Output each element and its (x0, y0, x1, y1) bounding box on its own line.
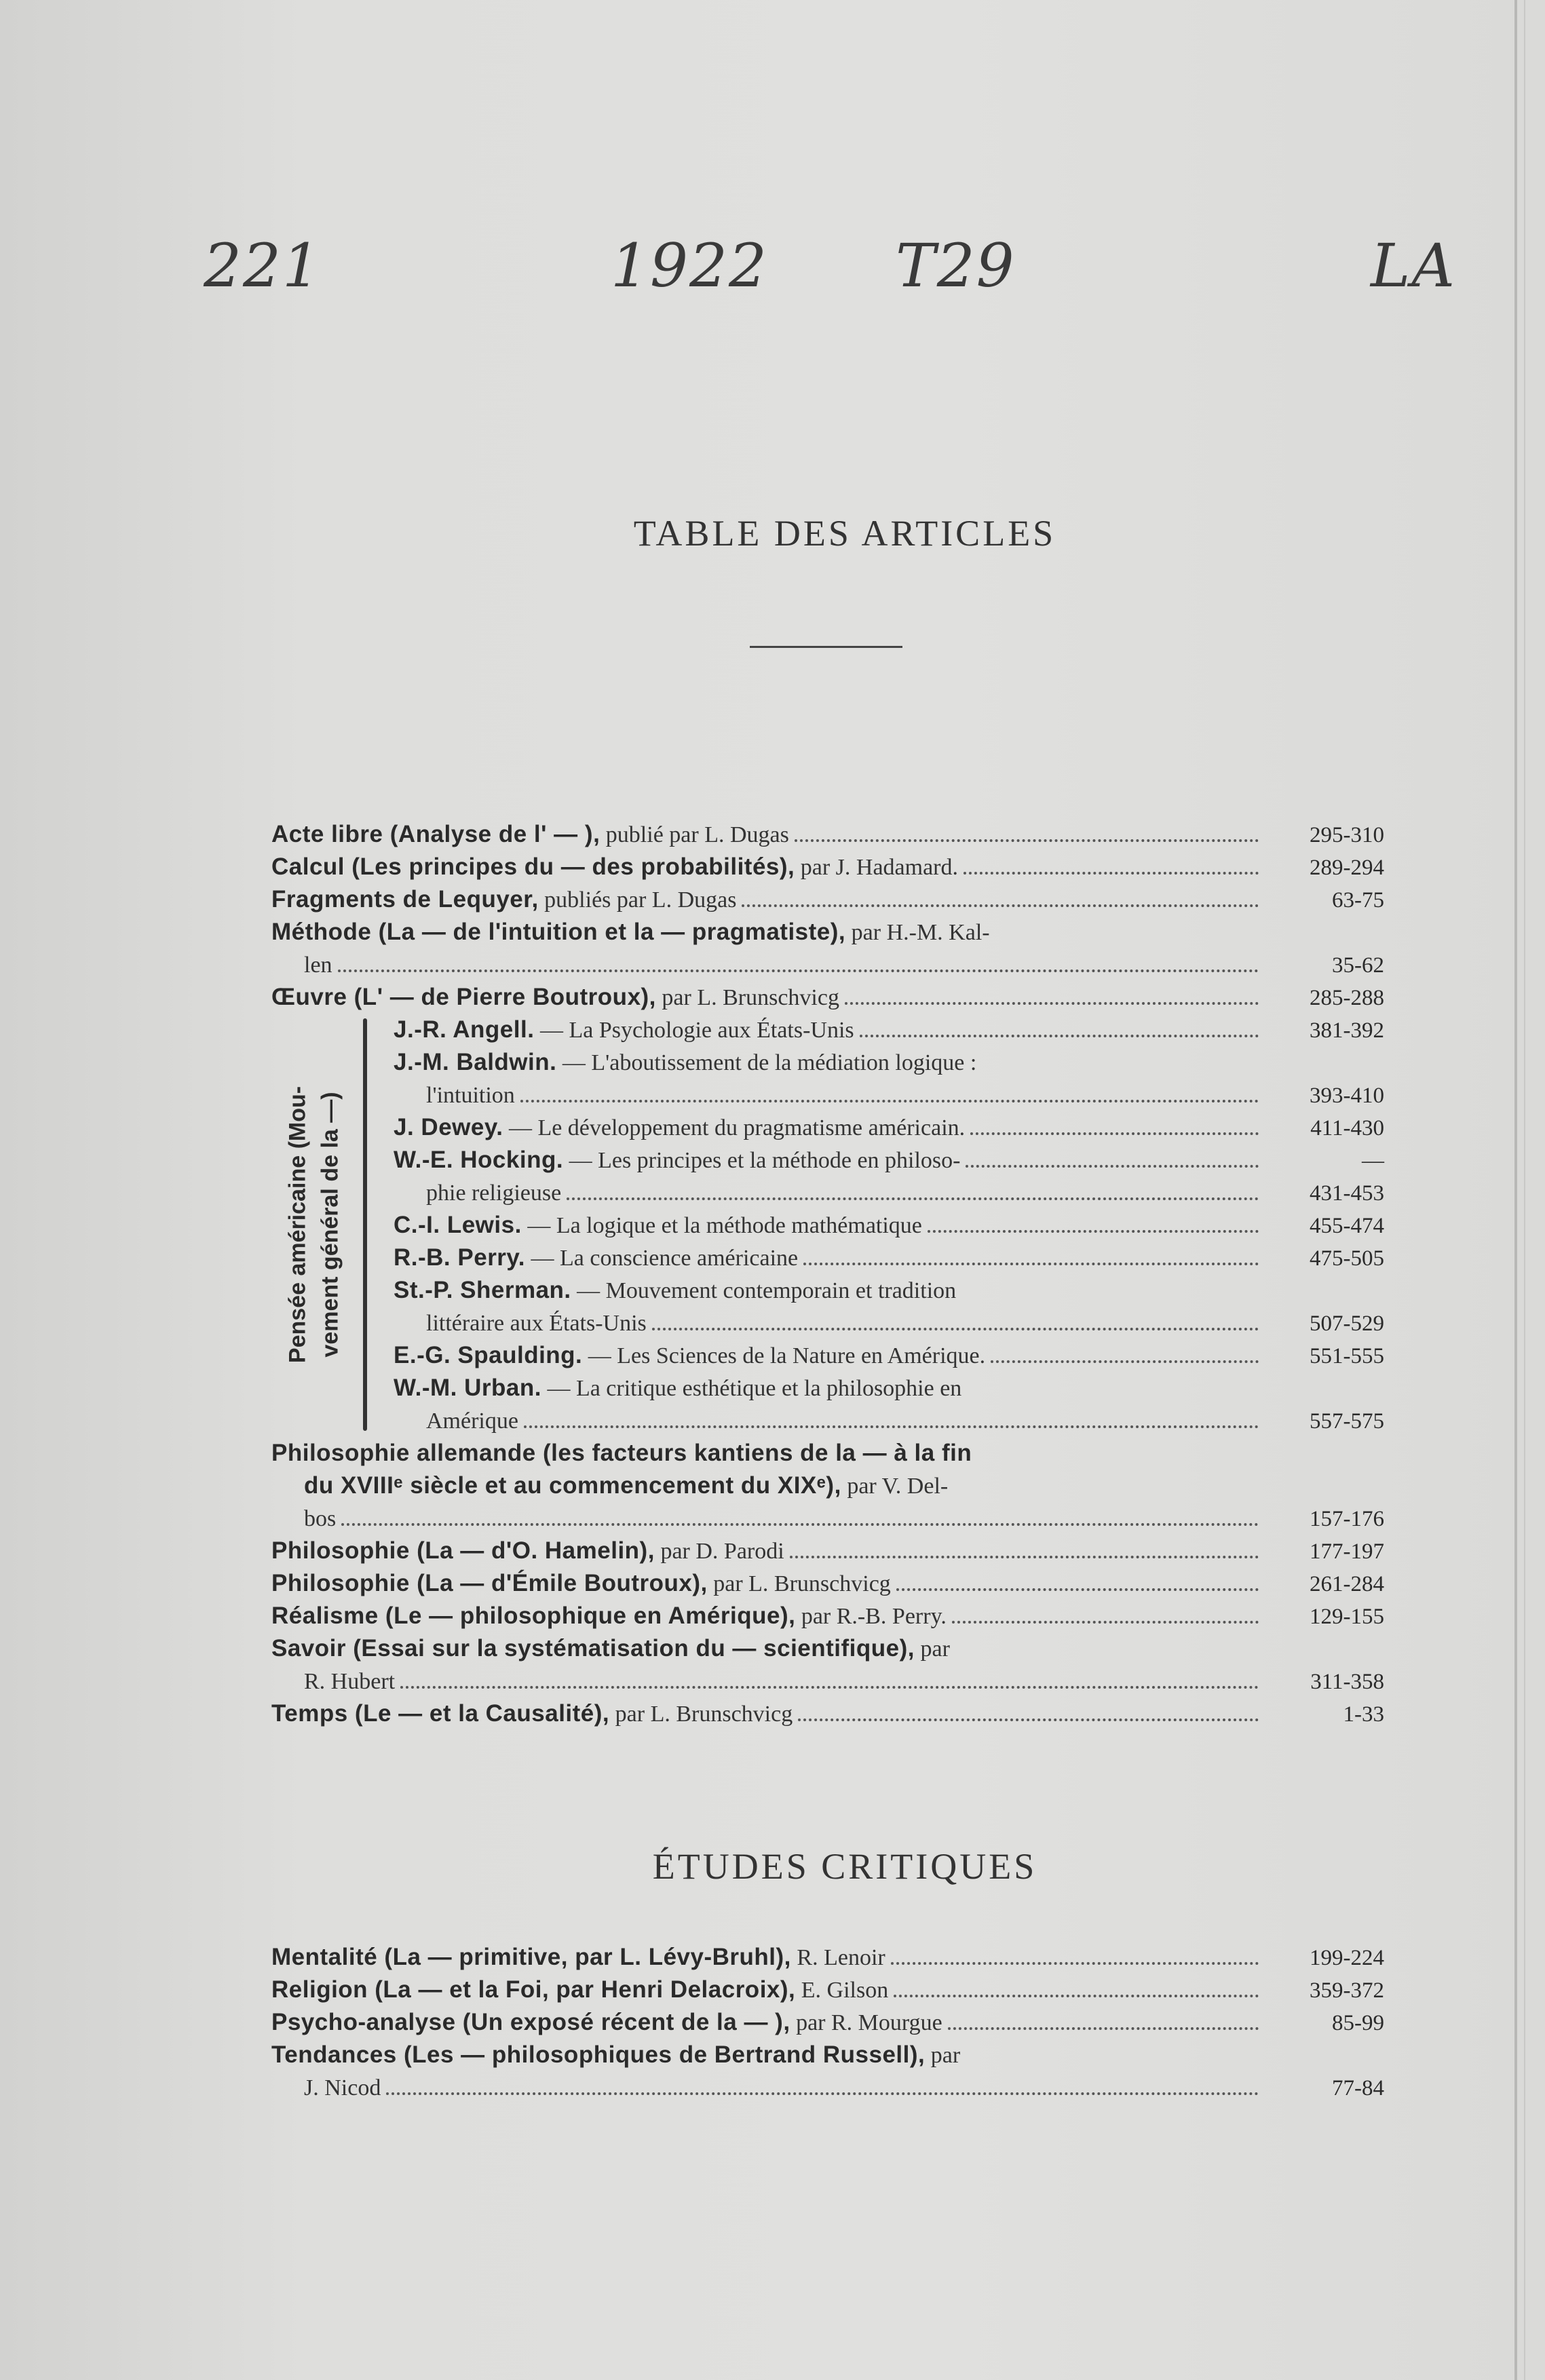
toc-entry (271, 1469, 1384, 1501)
entry-continuation: littéraire aux États-Unis (426, 1311, 647, 1336)
entry-text (271, 1567, 891, 1600)
dot-leader (928, 1230, 1259, 1233)
page-range: 157-176 (1310, 1507, 1384, 1531)
entry-author: — La conscience américaine (525, 1246, 799, 1271)
toc-entry (271, 1697, 1384, 1729)
entry-text (271, 2005, 942, 2039)
entry-subject: Philosophie (La — d'Émile Boutroux), (271, 1570, 708, 1596)
page-range: 177-197 (1310, 1539, 1384, 1564)
entry-subject: Méthode (La — de l'intuition et la — pragmatiste), (271, 919, 846, 945)
page-edge-inner (1524, 0, 1525, 2380)
articles-list-part (271, 818, 1384, 1013)
entry-text (394, 1078, 515, 1112)
toc-entry (394, 1078, 1384, 1111)
toc-entry (271, 1973, 1384, 2005)
page-range: 285-288 (1310, 986, 1384, 1010)
toc-entry (394, 1273, 1384, 1306)
page-range: 551-555 (1310, 1344, 1384, 1368)
entry-author: — Mouvement contemporain et tradition (571, 1278, 957, 1303)
group-rows (394, 1013, 1384, 1436)
entry-text (271, 1436, 972, 1470)
entry-subject: J. Dewey. (394, 1114, 503, 1140)
entry-text (271, 980, 839, 1014)
page-range: 431-453 (1310, 1181, 1384, 1206)
toc-entry (271, 1664, 1384, 1697)
toc-entry (271, 883, 1384, 915)
entry-text (271, 1632, 950, 1666)
page-range: 289-294 (1310, 856, 1384, 880)
entry-author: — La Psychologie aux États-Unis (534, 1018, 854, 1043)
page-range: 507-529 (1310, 1311, 1384, 1336)
toc-entry (271, 915, 1384, 948)
dot-leader (798, 1719, 1259, 1721)
entry-subject: R.-B. Perry. (394, 1244, 526, 1271)
entry-continuation: l'intuition (426, 1083, 515, 1108)
dot-leader (341, 1523, 1259, 1526)
page-range: — (1362, 1149, 1384, 1173)
entry-subject: Mentalité (La — primitive, par L. Lévy-Bruhl), (271, 1944, 791, 1970)
entry-author: par L. Brunschvicg (707, 1571, 891, 1596)
entry-author: R. Lenoir (790, 1945, 885, 1970)
entry-text (271, 1664, 395, 1698)
entry-author: publiés par L. Dugas (538, 887, 737, 913)
handwritten-note: LA (1371, 231, 1456, 301)
page-range: 85-99 (1332, 2011, 1384, 2035)
dot-leader (894, 1995, 1259, 1997)
entry-author: — La logique et la méthode mathématique (521, 1213, 922, 1238)
handwritten-note: 221 (204, 231, 322, 301)
page-title: TABLE DES ARTICLES (633, 513, 1056, 554)
dot-leader (790, 1556, 1259, 1558)
entry-text (271, 850, 958, 884)
entry-text (394, 1339, 985, 1373)
toc-entry (271, 818, 1384, 850)
dot-leader (524, 1425, 1259, 1428)
dot-leader (386, 2092, 1259, 2095)
entry-author: — Les Sciences de la Nature en Amérique. (582, 1343, 986, 1368)
entry-text (394, 1013, 854, 1047)
entry-author: — Les principes et la méthode en philoso- (563, 1148, 961, 1173)
entry-author: E. Gilson (795, 1978, 889, 2003)
entry-subject: W.-M. Urban. (394, 1375, 541, 1401)
page-range: 261-284 (1310, 1572, 1384, 1596)
entry-text (394, 1176, 561, 1210)
entry-text (271, 1973, 888, 2007)
page-range: 475-505 (1310, 1246, 1384, 1271)
dot-leader (795, 839, 1259, 842)
entry-continuation: phie religieuse (426, 1181, 562, 1206)
page-range: 77-84 (1332, 2076, 1384, 2100)
brace (363, 1018, 367, 1431)
toc-entry (394, 1241, 1384, 1273)
page-range: 1-33 (1343, 1702, 1384, 1727)
dot-leader (948, 2027, 1259, 2030)
page-range: 199-224 (1310, 1946, 1384, 1970)
entry-text (271, 915, 990, 949)
entry-text (394, 1111, 965, 1145)
entry-continuation: R. Hubert (304, 1669, 396, 1694)
toc-entry (271, 1436, 1384, 1469)
entry-author: par R.-B. Perry. (795, 1604, 947, 1629)
entry-continuation: bos (304, 1506, 337, 1531)
entry-text (394, 1045, 976, 1079)
articles-list (271, 818, 1384, 1729)
page-range: 393-410 (1310, 1083, 1384, 1108)
entry-subject: Tendances (Les — philosophiques de Bertrand Russell), (271, 2041, 926, 2068)
entry-subject: E.-G. Spaulding. (394, 1342, 583, 1368)
toc-entry (271, 2005, 1384, 2038)
entry-author: par H.-M. Kal- (845, 920, 990, 945)
entry-text (271, 2038, 960, 2072)
entry-author: par L. Brunschvicg (655, 985, 839, 1010)
page-range: 311-358 (1310, 1670, 1384, 1694)
entry-subject: J.-R. Angell. (394, 1016, 535, 1043)
group-label-line: vement général de la —) (317, 1092, 343, 1358)
dot-leader (567, 1197, 1259, 1200)
entry-subject: St.-P. Sherman. (394, 1277, 571, 1303)
entry-text (394, 1371, 961, 1405)
page-range: 455-474 (1310, 1214, 1384, 1238)
page-range: 411-430 (1310, 1116, 1384, 1140)
toc-entry (394, 1208, 1384, 1241)
entry-continuation: Amérique (426, 1408, 518, 1434)
entry-subject: Religion (La — et la Foi, par Henri Delacroix), (271, 1976, 796, 2003)
toc-entry (271, 1567, 1384, 1599)
toc-entry (394, 1339, 1384, 1371)
dot-leader (966, 1165, 1259, 1168)
section-title: ÉTUDES CRITIQUES (652, 1846, 1037, 1887)
page-range: 381-392 (1310, 1018, 1384, 1043)
entry-text (394, 1208, 922, 1242)
entry-author: par R. Mourgue (790, 2010, 942, 2035)
dot-leader (860, 1035, 1259, 1037)
page-range: 35-62 (1332, 953, 1384, 978)
entry-author: par L. Brunschvicg (609, 1702, 793, 1727)
toc-entry (394, 1045, 1384, 1078)
toc-entry (271, 980, 1384, 1013)
entry-subject: Réalisme (Le — philosophique en Amérique), (271, 1602, 796, 1629)
dot-leader (970, 1132, 1259, 1135)
toc-entry (394, 1176, 1384, 1208)
toc-entry (271, 2038, 1384, 2071)
entry-subject: du XVIIIᵉ siècle et au commencement du XIXᵉ), (304, 1472, 841, 1499)
dot-leader (991, 1360, 1259, 1363)
entry-author: par V. Del- (841, 1474, 949, 1499)
handwritten-note: T29 (896, 231, 1016, 301)
entry-subject: Philosophie allemande (les facteurs kantiens de la — à la fin (271, 1440, 972, 1466)
entry-subject: Psycho-analyse (Un exposé récent de la — ), (271, 2009, 790, 2035)
entry-author: par (925, 2043, 961, 2068)
dot-leader (652, 1328, 1259, 1330)
page-range: 129-155 (1310, 1605, 1384, 1629)
entry-text (271, 1534, 784, 1568)
etudes-rows (271, 1940, 1384, 2103)
entry-text (271, 1501, 336, 1535)
entry-subject: Savoir (Essai sur la systématisation du — scientifique), (271, 1635, 915, 1662)
entry-subject: Temps (Le — et la Causalité), (271, 1700, 610, 1727)
entry-text (271, 1697, 793, 1731)
entry-author: par (915, 1636, 950, 1662)
toc-entry (271, 1534, 1384, 1567)
entry-text (271, 948, 332, 982)
dot-leader (742, 904, 1259, 907)
etudes-list (271, 1940, 1384, 2103)
group-pensee-americaine (271, 1013, 1384, 1436)
page-range: 557-575 (1310, 1409, 1384, 1434)
entry-subject: Philosophie (La — d'O. Hamelin), (271, 1537, 655, 1564)
entry-text (394, 1241, 798, 1275)
group-label-line: Pensée américaine (Mou- (284, 1086, 311, 1364)
toc-entry (271, 948, 1384, 980)
page-edge (1514, 0, 1517, 2380)
entry-text (271, 818, 789, 851)
entry-text (271, 1599, 947, 1633)
entry-text (271, 1940, 885, 1974)
toc-entry (394, 1404, 1384, 1436)
entry-author: publié par L. Dugas (600, 822, 789, 847)
entry-author: — L'aboutissement de la médiation logique : (556, 1050, 977, 1075)
entry-subject: J.-M. Baldwin. (394, 1049, 557, 1075)
toc-entry (271, 1501, 1384, 1534)
toc-entry (394, 1013, 1384, 1045)
toc-entry (271, 850, 1384, 883)
toc-entry (394, 1306, 1384, 1339)
entry-author: — Le développement du pragmatisme américain. (503, 1115, 966, 1140)
entry-text (394, 1273, 956, 1307)
handwritten-note: 1922 (611, 231, 768, 301)
entry-text (271, 883, 736, 917)
entry-continuation: J. Nicod (304, 2075, 381, 2100)
entry-author: — La critique esthétique et la philosophie en (541, 1376, 962, 1401)
page-range: 295-310 (1310, 823, 1384, 847)
toc-entry (394, 1371, 1384, 1404)
toc-entry (394, 1111, 1384, 1143)
entry-subject: Fragments de Lequyer, (271, 886, 539, 913)
entry-continuation: len (304, 953, 332, 978)
dot-leader (803, 1263, 1259, 1265)
toc-entry (271, 1940, 1384, 1973)
entry-text (271, 2071, 381, 2105)
entry-text (271, 1469, 948, 1503)
entry-subject: W.-E. Hocking. (394, 1147, 564, 1173)
toc-entry (271, 1599, 1384, 1632)
entry-subject: Calcul (Les principes du — des probabilités), (271, 853, 795, 880)
group-label (271, 1013, 360, 1436)
dot-leader (964, 872, 1259, 875)
dot-leader (891, 1962, 1259, 1965)
entry-subject: Acte libre (Analyse de l' — ), (271, 821, 600, 847)
entry-text (394, 1306, 647, 1340)
dot-leader (338, 970, 1259, 972)
page-range: 63-75 (1332, 888, 1384, 913)
articles-list-part (271, 1436, 1384, 1729)
toc-entry (394, 1143, 1384, 1176)
page-range: 359-372 (1310, 1978, 1384, 2003)
dot-leader (952, 1621, 1259, 1624)
entry-author: par D. Parodi (654, 1539, 784, 1564)
dot-leader (400, 1686, 1259, 1689)
entry-subject: C.-I. Lewis. (394, 1212, 522, 1238)
entry-subject: Œuvre (L' — de Pierre Boutroux), (271, 984, 656, 1010)
toc-entry (271, 2071, 1384, 2103)
entry-author: par J. Hadamard. (795, 855, 959, 880)
dot-leader (896, 1588, 1259, 1591)
toc-entry (271, 1632, 1384, 1664)
entry-text (394, 1404, 518, 1438)
entry-text (394, 1143, 960, 1177)
dot-leader (845, 1002, 1259, 1005)
divider (750, 646, 902, 648)
dot-leader (520, 1100, 1259, 1102)
